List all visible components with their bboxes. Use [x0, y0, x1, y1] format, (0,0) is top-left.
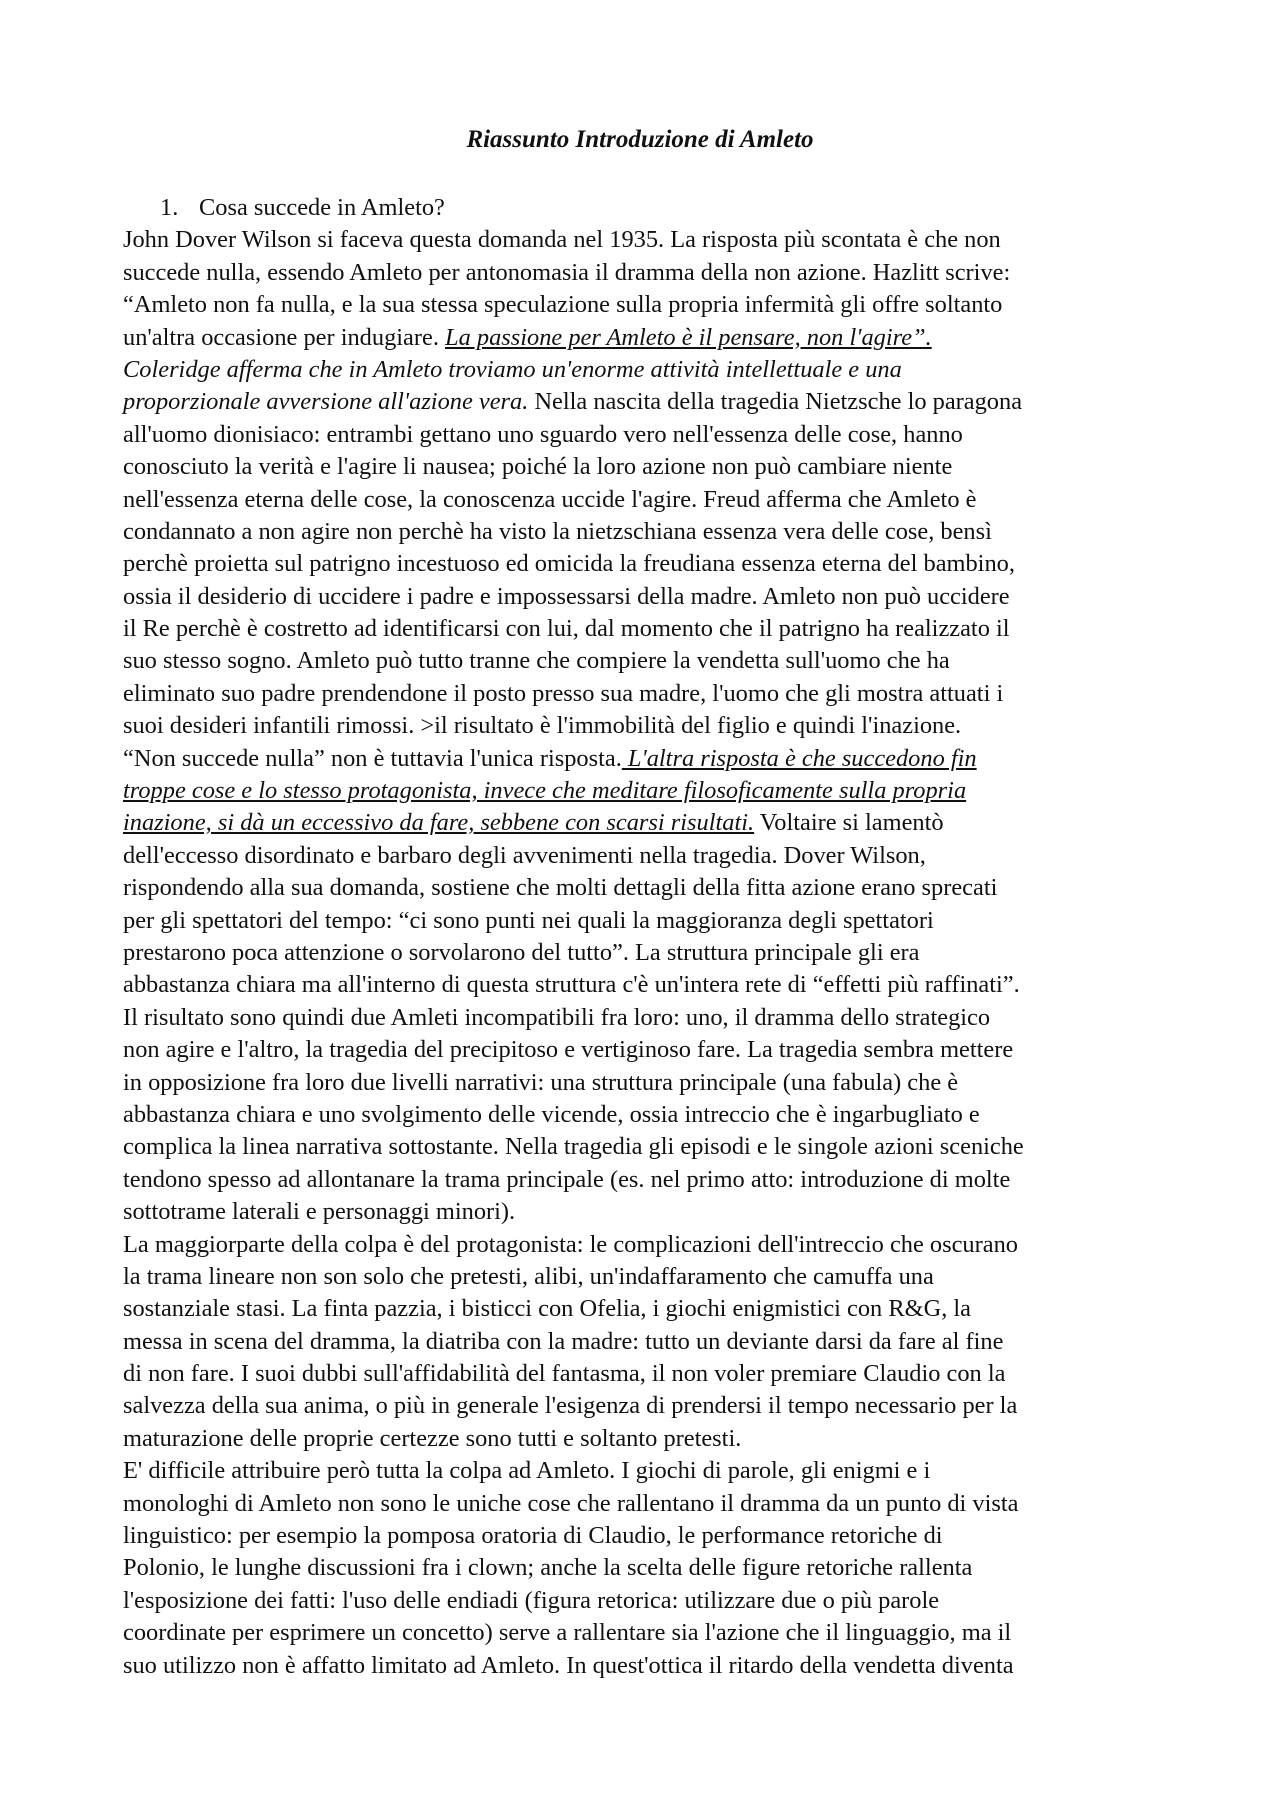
text-run: “Amleto non fa nulla, e la sua stessa speculazione sulla propria infermità gli offre soltanto	[123, 291, 1003, 319]
text-line	[123, 1617, 1173, 1649]
text-line	[123, 969, 1173, 1001]
text-line	[123, 1650, 1173, 1682]
text-line	[123, 710, 1173, 742]
text-run: il Re perchè è costretto ad identificarsi con lui, dal momento che il patrigno ha realizzato il	[123, 615, 1010, 643]
text-line	[123, 224, 1173, 256]
text-run: John Dover Wilson si faceva questa domanda nel 1935. La risposta più scontata è che non	[123, 226, 1001, 254]
text-run: eliminato suo padre prendendone il posto presso sua madre, l'uomo che gli mostra attuati i	[123, 679, 1004, 707]
document-body	[123, 192, 1173, 1682]
text-run: abbastanza chiara e uno svolgimento delle vicende, ossia intreccio che è ingarbugliato e	[123, 1100, 980, 1128]
text-run: Polonio, le lunghe discussioni fra i clown; anche la scelta delle figure retoriche rallenta	[123, 1554, 973, 1582]
text-run: messa in scena del dramma, la diatriba con la madre: tutto un deviante darsi da fare al fine	[123, 1327, 1004, 1355]
text-run: coordinate per esprimere un concetto) serve a rallentare sia l'azione che il linguaggio, ma il	[123, 1619, 1012, 1647]
section-heading-text: Cosa succede in Amleto?	[199, 194, 445, 221]
text-line	[123, 484, 1173, 516]
text-run: tendono spesso ad allontanare la trama principale (es. nel primo atto: introduzione di molte	[123, 1165, 1011, 1193]
text-run: suoi desideri infantili rimossi. >il risultato è l'immobilità del figlio e quindi l'inazione.	[123, 712, 962, 740]
text-run: per gli spettatori del tempo: “ci sono punti nei quali la maggioranza degli spettatori	[123, 906, 934, 934]
text-line	[123, 451, 1173, 483]
text-line	[123, 322, 1173, 354]
text-line	[123, 257, 1173, 289]
text-run: Coleridge afferma che in Amleto troviamo un'enorme attività intellettuale e una	[123, 355, 902, 383]
text-line	[123, 645, 1173, 677]
text-run: Il risultato sono quindi due Amleti incompatibili fra loro: uno, il dramma dello strategico	[123, 1003, 991, 1031]
text-run: all'uomo dionisiaco: entrambi gettano uno sguardo vero nell'essenza delle cose, hanno	[123, 420, 963, 448]
document-title: Riassunto Introduzione di Amleto	[466, 126, 814, 153]
text-run: La passione per Amleto è il pensare, non l'agire”.	[445, 323, 932, 351]
text-run: di non fare. I suoi dubbi sull'affidabilità del fantasma, il non voler premiare Claudio con la	[123, 1360, 1006, 1388]
text-line	[123, 1293, 1173, 1325]
text-line	[123, 1326, 1173, 1358]
text-line	[123, 1488, 1173, 1520]
text-line	[123, 1034, 1173, 1066]
section-heading	[123, 192, 1173, 224]
text-line	[123, 807, 1173, 839]
text-line	[123, 1455, 1173, 1487]
text-line	[123, 1423, 1173, 1455]
text-line	[123, 516, 1173, 548]
text-run: “Non succede nulla” non è tuttavia l'unica risposta.	[123, 744, 622, 772]
text-run: salvezza della sua anima, o più in generale l'esigenza di prendersi il tempo necessario per la	[123, 1392, 1018, 1420]
text-line	[123, 1131, 1173, 1163]
text-line	[123, 678, 1173, 710]
text-line	[123, 840, 1173, 872]
text-run: inazione, si dà un eccessivo da fare, sebbene con scarsi risultati.	[123, 809, 755, 837]
text-run: in opposizione fra loro due livelli narrativi: una struttura principale (una fabula) che è	[123, 1068, 959, 1096]
text-run: E' difficile attribuire però tutta la colpa ad Amleto. I giochi di parole, gli enigmi e i	[123, 1457, 931, 1485]
text-line	[123, 1196, 1173, 1228]
text-line	[123, 1229, 1173, 1261]
text-run: Voltaire si lamentò	[754, 809, 944, 837]
text-line	[123, 775, 1173, 807]
text-run: sostanziale stasi. La finta pazzia, i bisticci con Ofelia, i giochi enigmistici con R&G, la	[123, 1295, 972, 1323]
text-line	[123, 937, 1173, 969]
text-run: suo utilizzo non è affatto limitato ad Amleto. In quest'ottica il ritardo della vendetta diventa	[123, 1651, 1014, 1679]
text-run: condannato a non agire non perchè ha visto la nietzschiana essenza vera delle cose, bensì	[123, 517, 992, 545]
text-run: rispondendo alla sua domanda, sostiene che molti dettagli della fitta azione erano sprecati	[123, 874, 998, 902]
text-line	[123, 1520, 1173, 1552]
text-run: maturazione delle proprie certezze sono tutti e soltanto pretesti.	[123, 1424, 742, 1452]
text-line	[123, 1067, 1173, 1099]
text-run: proporzionale avversione all'azione vera.	[123, 388, 529, 416]
text-line	[123, 1099, 1173, 1131]
text-line	[123, 419, 1173, 451]
text-line	[123, 1552, 1173, 1584]
text-line	[123, 354, 1173, 386]
text-run: perchè proietta sul patrigno incestuoso ed omicida la freudiana essenza eterna del bambino,	[123, 550, 1015, 578]
text-line	[123, 289, 1173, 321]
text-line	[123, 613, 1173, 645]
text-line	[123, 581, 1173, 613]
text-run: succede nulla, essendo Amleto per antonomasia il dramma della non azione. Hazlitt scrive:	[123, 258, 1011, 286]
text-run: troppe cose e lo stesso protagonista, invece che meditare filosoficamente sulla propria	[123, 777, 967, 805]
text-run: abbastanza chiara ma all'interno di questa struttura c'è un'intera rete di “effetti più raffinati”.	[123, 971, 1020, 999]
text-run: linguistico: per esempio la pomposa oratoria di Claudio, le performance retoriche di	[123, 1522, 943, 1550]
text-run: la trama lineare non son solo che pretesti, alibi, un'indaffaramento che camuffa una	[123, 1262, 934, 1290]
text-line	[123, 1261, 1173, 1293]
text-run: sottotrame laterali e personaggi minori).	[123, 1198, 516, 1226]
body-lines	[123, 224, 1173, 1682]
text-line	[123, 386, 1173, 418]
text-run: Nella nascita della tragedia Nietzsche lo paragona	[528, 388, 1023, 416]
text-line	[123, 1390, 1173, 1422]
text-run: La maggiorparte della colpa è del protagonista: le complicazioni dell'intreccio che oscurano	[123, 1230, 1018, 1258]
text-line	[123, 1585, 1173, 1617]
section-number: 1.	[160, 194, 179, 221]
text-line	[123, 872, 1173, 904]
text-line	[123, 743, 1173, 775]
text-run: nell'essenza eterna delle cose, la conoscenza uccide l'agire. Freud afferma che Amleto è	[123, 485, 977, 513]
text-run: monologhi di Amleto non sono le uniche cose che rallentano il dramma da un punto di vista	[123, 1489, 1019, 1517]
text-line	[123, 1002, 1173, 1034]
text-run: L'altra risposta è che succedono fin	[621, 744, 977, 772]
text-run: complica la linea narrativa sottostante. Nella tragedia gli episodi e le singole azioni sceniche	[123, 1133, 1024, 1161]
text-line	[123, 1358, 1173, 1390]
text-run: conosciuto la verità e l'agire li nausea; poiché la loro azione non può cambiare niente	[123, 453, 953, 481]
text-run: ossia il desiderio di uccidere i padre e impossessarsi della madre. Amleto non può uccidere	[123, 582, 1010, 610]
text-line	[123, 1164, 1173, 1196]
text-run: suo stesso sogno. Amleto può tutto tranne che compiere la vendetta sull'uomo che ha	[123, 647, 950, 675]
text-run: non agire e l'altro, la tragedia del precipitoso e vertiginoso fare. La tragedia sembra mettere	[123, 1036, 1014, 1064]
text-run: dell'eccesso disordinato e barbaro degli avvenimenti nella tragedia. Dover Wilson,	[123, 841, 926, 869]
text-run: un'altra occasione per indugiare.	[123, 323, 446, 351]
text-line	[123, 905, 1173, 937]
text-line	[123, 548, 1173, 580]
text-run: l'esposizione dei fatti: l'uso delle endiadi (figura retorica: utilizzare due o più parole	[123, 1586, 940, 1614]
text-run: prestarono poca attenzione o sorvolarono del tutto”. La struttura principale gli era	[123, 938, 920, 966]
